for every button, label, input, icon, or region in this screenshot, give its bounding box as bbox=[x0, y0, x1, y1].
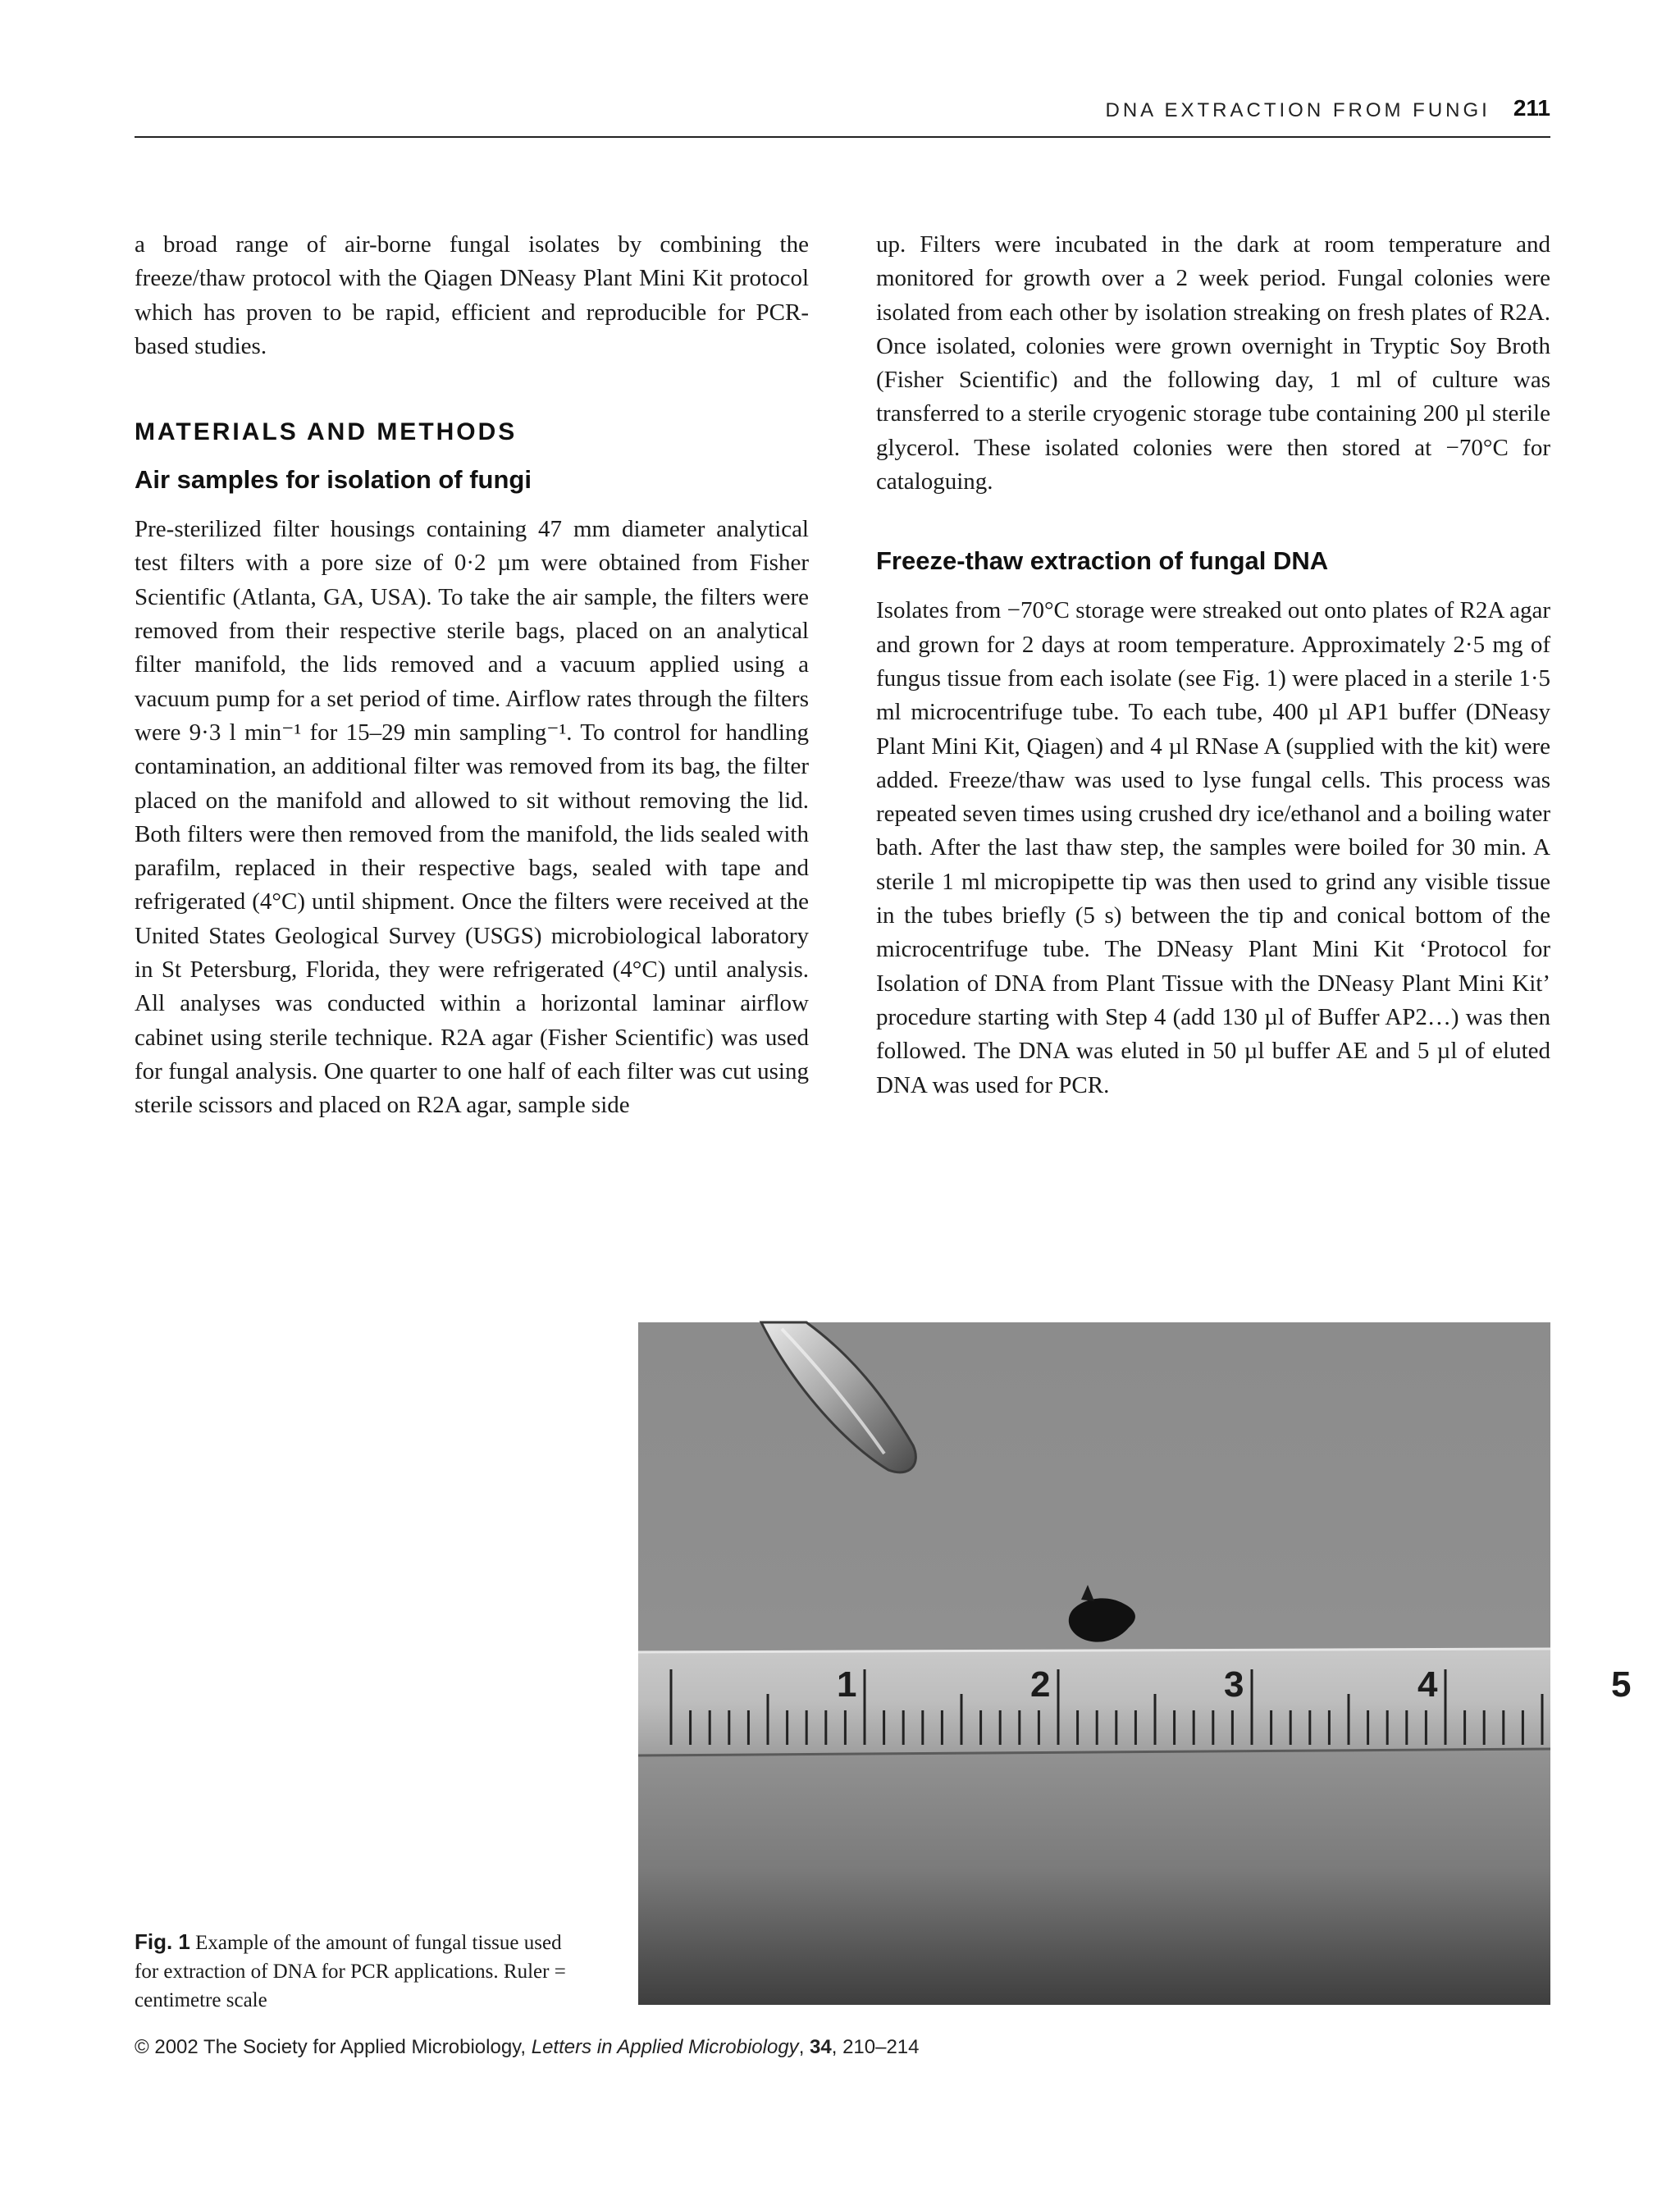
figure-caption bbox=[135, 1928, 578, 2015]
caption-label: Fig. 1 bbox=[135, 1929, 190, 1954]
footer bbox=[135, 2036, 1283, 2059]
fungal-tissue-shape bbox=[1069, 1585, 1135, 1642]
footer-volume: 34 bbox=[810, 2036, 832, 2058]
paragraph-continued: up. Filters were incubated in the dark at room temperature and monitored for growth over a 2 week period. Fungal colonies were isolated from each other by isolation streaking on fresh plates of R2A. Once isolated, colonies were grown overnight in Tryptic Soy Broth (Fisher Scientific) and the following day, 1 ml of culture was transferred to a sterile cryogenic storage tube containing 200 µl sterile glycerol. These isolated colonies were then stored at −70°C for cataloguing. bbox=[876, 231, 1550, 495]
left-column bbox=[135, 228, 809, 1123]
paragraph-air-samples: Pre-sterilized filter housings containing 47 mm diameter analytical test filters with a pore size of 0·2 µm were obtained from Fisher Scientific (Atlanta, GA, USA). To take the air sample, the filters were removed from their respective sterile bags, placed on an analytical filter manifold, the lids removed and a vacuum applied using a vacuum pump for a set period of time. Airflow rates through the filters were 9·3 l min⁻¹ for 15–29 min sampling⁻¹. To control for handling contamination, an additional filter was removed from its bag, the filter placed on the manifold and allowed to sit without removing the lid. Both filters were then removed from the manifold, the lids sealed with parafilm, replaced in their respective bags, sealed with tape and refrigerated (4°C) until shipment. Once the filters were received at the United States Geological Survey (USGS) microbiological laboratory in St Petersburg, Florida, they were refrigerated (4°C) until analysis. All analyses was conducted within a horizontal laminar airflow cabinet using sterile technique. R2A agar (Fisher Scientific) was used for fungal analysis. One quarter to one half of each filter was cut using sterile scissors and placed on R2A agar, sample side bbox=[135, 516, 809, 1119]
footer-journal: Letters in Applied Microbiology bbox=[531, 2036, 799, 2058]
figure-photo-graphic bbox=[638, 1322, 1632, 2005]
right-column bbox=[876, 228, 1550, 1102]
caption-text: Example of the amount of fungal tissue used for extraction of DNA for PCR applications. Ruler = centimetre scale bbox=[135, 1932, 566, 2011]
pipette-tip-shape bbox=[761, 1322, 915, 1472]
ruler-label: 1 bbox=[837, 1664, 857, 1705]
footer-separator: , bbox=[798, 2036, 810, 2058]
ruler-label: 2 bbox=[1030, 1664, 1051, 1705]
footer-copyright: © 2002 The Society for Applied Microbiology, bbox=[135, 2036, 532, 2058]
footer-pages: , 210–214 bbox=[831, 2036, 920, 2058]
section-heading: MATERIALS AND METHODS bbox=[135, 418, 518, 446]
intro-paragraph: a broad range of air-borne fungal isolates by combining the freeze/thaw protocol with the Qiagen DNeasy Plant Mini Kit protocol which has proven to be rapid, efficient and reproducible for PCR-based studies. bbox=[135, 231, 809, 359]
ruler-shape bbox=[638, 1649, 1631, 1755]
paragraph-freeze-thaw: Isolates from −70°C storage were streaked out onto plates of R2A agar and grown for 2 days at room temperature. Approximately 2·5 mg of fungus tissue from each isolate (see Fig. 1) were placed in a sterile 1·5 ml microcentrifuge tube. To each tube, 400 µl AP1 buffer (DNeasy Plant Mini Kit, Qiagen) and 4 µl RNase A (supplied with the kit) were added. Freeze/thaw was used to lyse fungal cells. This process was repeated seven times using crushed dry ice/ethanol and a boiling water bath. After the last thaw step, the samples were boiled for 30 min. A sterile 1 ml micropipette tip was then used to grind any visible tissue in the tubes briefly (5 s) between the tip and conical bottom of the microcentrifuge tube. The DNeasy Plant Mini Kit ‘Protocol for Isolation of DNA from Plant Tissue with the DNeasy Plant Mini Kit’ procedure starting with Step 4 (add 130 µl of Buffer AP2…) was then followed. The DNA was eluted in 50 µl buffer AE and 5 µl of eluted DNA was used for PCR. bbox=[876, 597, 1550, 1098]
subsection-heading-freeze-thaw: Freeze-thaw extraction of fungal DNA bbox=[876, 546, 1329, 576]
ruler-label: 4 bbox=[1418, 1664, 1438, 1705]
page-number: 211 bbox=[1513, 95, 1550, 121]
subsection-heading-air-samples: Air samples for isolation of fungi bbox=[135, 465, 532, 495]
ruler-label: 5 bbox=[1611, 1664, 1632, 1705]
ruler-label: 3 bbox=[1224, 1664, 1244, 1705]
figure-photo bbox=[638, 1322, 1632, 2005]
running-head bbox=[135, 92, 1550, 138]
running-title: DNA EXTRACTION FROM FUNGI bbox=[1105, 99, 1491, 121]
